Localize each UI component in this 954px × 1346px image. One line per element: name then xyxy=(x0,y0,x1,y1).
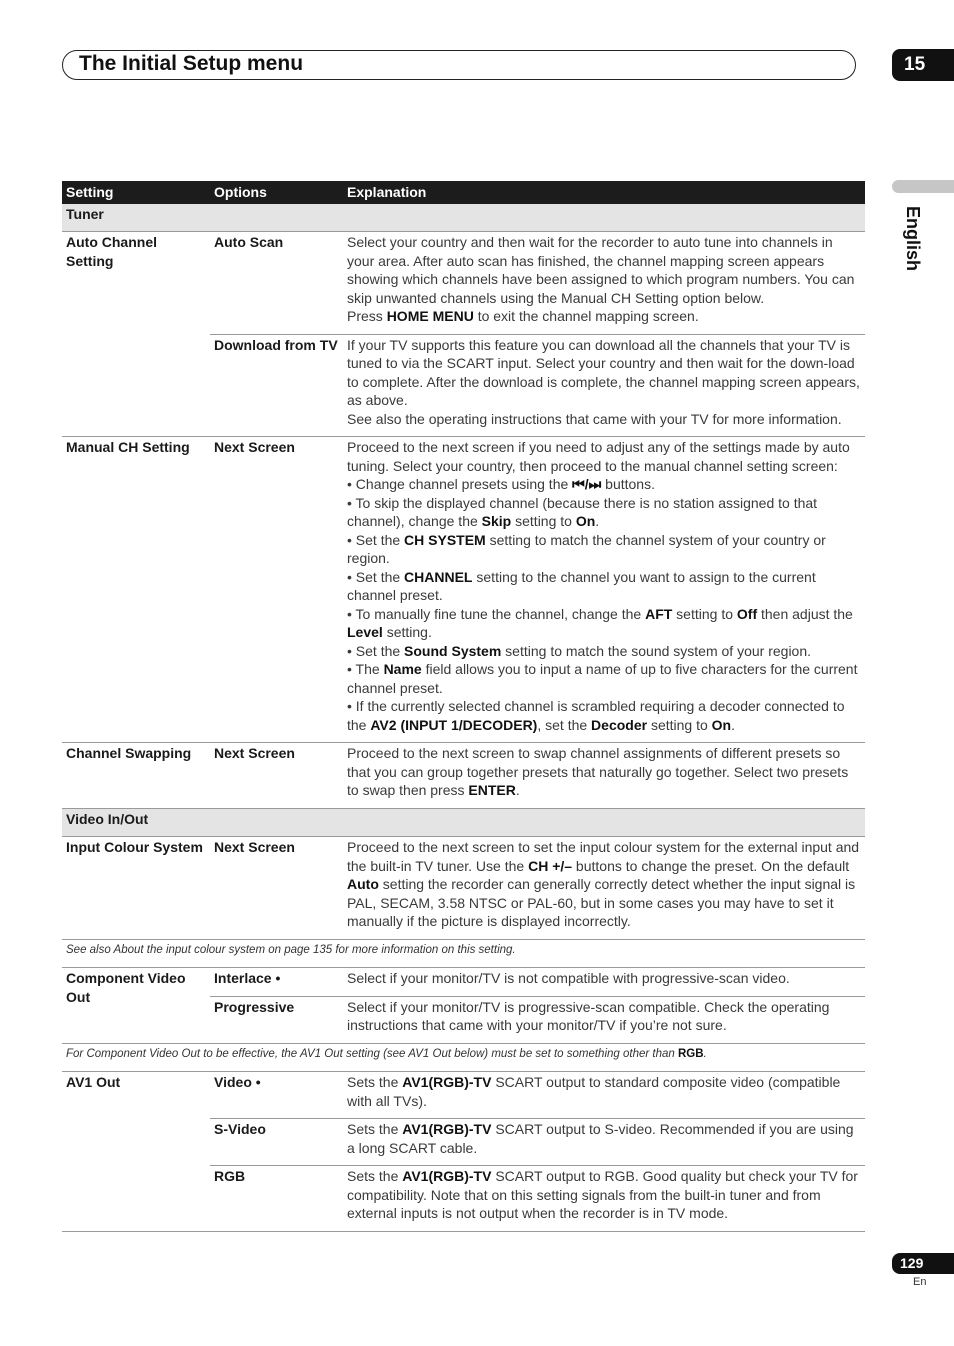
section-video xyxy=(62,808,865,837)
setting-name: Channel Swapping xyxy=(62,743,210,809)
column-header-explanation: Explanation xyxy=(343,181,865,204)
chapter-number: 15 xyxy=(892,49,954,81)
option-name: Next Screen xyxy=(210,837,343,940)
table-header-row xyxy=(62,181,865,204)
option-name: Progressive xyxy=(210,996,343,1043)
page-number: 129 xyxy=(892,1253,954,1274)
explanation: Sets the AV1(RGB)-TV SCART output to standard composite video (compatible with all TVs). xyxy=(343,1072,865,1119)
option-name: Interlace • xyxy=(210,968,343,997)
explanation: Proceed to the next screen to set the input colour system for the external input and the built-in TV tuner. Use the CH +/– buttons to change the preset. On the default Auto setting the recorder can generally correctly detect whether the input signal is PAL, SECAM, 3.58 NTSC or PAL-60, but in some cases you may have to set it manually if the picture is displayed incorrectly. xyxy=(343,837,865,940)
section-title: Tuner xyxy=(62,204,865,232)
option-name: Next Screen xyxy=(210,437,343,743)
setting-name: Auto Channel Setting xyxy=(62,232,210,437)
option-name: Next Screen xyxy=(210,743,343,809)
explanation: Select if your monitor/TV is progressive-scan compatible. Check the operating instructions that came with your monitor/TV if you’re not sure. xyxy=(343,996,865,1043)
option-name: Video • xyxy=(210,1072,343,1119)
table-row xyxy=(62,1072,865,1119)
table-row xyxy=(62,743,865,809)
setting-name: Manual CH Setting xyxy=(62,437,210,743)
table-row xyxy=(62,437,865,743)
setting-name: Input Colour System xyxy=(62,837,210,940)
table-row xyxy=(62,837,865,940)
explanation: If your TV supports this feature you can download all the channels that your TV is tuned to via the SCART input. Select your country and then wait for the down-load to complete. After the download is complete, the channel mapping screen appears, as above. See also the operating instructions that came with your TV for more information. xyxy=(343,334,865,437)
option-name: S-Video xyxy=(210,1119,343,1166)
note-row xyxy=(62,939,865,968)
header-bar xyxy=(62,50,856,80)
section-tuner xyxy=(62,204,865,232)
option-name: Download from TV xyxy=(210,334,343,437)
section-title: Video In/Out xyxy=(62,808,865,837)
option-name: Auto Scan xyxy=(210,232,343,335)
note-text: For Component Video Out to be effective, the AV1 Out setting (see AV1 Out below) must be set to something other than RGB. xyxy=(62,1043,865,1072)
table-row xyxy=(62,968,865,997)
page-title: The Initial Setup menu xyxy=(79,52,304,75)
settings-table xyxy=(62,181,865,1232)
explanation: Select your country and then wait for the recorder to auto tune into channels in your area. After auto scan has finished, the channel mapping screen appears showing which channels have been assigned to which program numbers. You can skip unwanted channels using the Manual CH Setting option below. Press HOME MENU to exit the channel mapping screen. xyxy=(343,232,865,335)
explanation: Sets the AV1(RGB)-TV SCART output to RGB. Good quality but check your TV for compatibility. Note that on this setting signals from the built-in tuner and from external inputs is not output when the recorder is in TV mode. xyxy=(343,1166,865,1232)
page-language-code: En xyxy=(913,1276,927,1288)
setting-name: AV1 Out xyxy=(62,1072,210,1232)
column-header-setting: Setting xyxy=(62,181,210,204)
explanation: Sets the AV1(RGB)-TV SCART output to S-video. Recommended if you are using a long SCART cable. xyxy=(343,1119,865,1166)
explanation: Select if your monitor/TV is not compatible with progressive-scan video. xyxy=(343,968,865,997)
skip-buttons-icon: ⏮/⏭ xyxy=(572,476,602,492)
column-header-options: Options xyxy=(210,181,343,204)
setting-name: Component Video Out xyxy=(62,968,210,1044)
note-text: See also About the input colour system on page 135 for more information on this setting. xyxy=(62,939,865,968)
language-label: English xyxy=(903,206,923,272)
option-name: RGB xyxy=(210,1166,343,1232)
table-row xyxy=(62,232,865,335)
note-row xyxy=(62,1043,865,1072)
explanation: Proceed to the next screen if you need to adjust any of the settings made by auto tuning. Select your country, then proceed to the manual channel setting screen: • Change channel presets using the ⏮/⏭ buttons. • To skip the displayed channel (because there is no station assigned to that channel), change the Skip setting to On. • Set the CH SYSTEM setting to match the channel system of your country or region. • Set the CHANNEL setting to the channel you want to assign to the current channel preset. • To manually fine tune the channel, change the AFT setting to Off then adjust the Level setting. • Set the Sound System setting to match the sound system of your region. • The Name field allows you to input a name of up to five characters for the current channel preset. • If the currently selected channel is scrambled requiring a decoder connected to the AV2 (INPUT 1/DECODER), set the Decoder setting to On. xyxy=(343,437,865,743)
language-tab xyxy=(892,180,954,193)
explanation: Proceed to the next screen to swap channel assignments of different presets so that you can group together presets that naturally go together. Select two presets to swap then press ENTER. xyxy=(343,743,865,809)
